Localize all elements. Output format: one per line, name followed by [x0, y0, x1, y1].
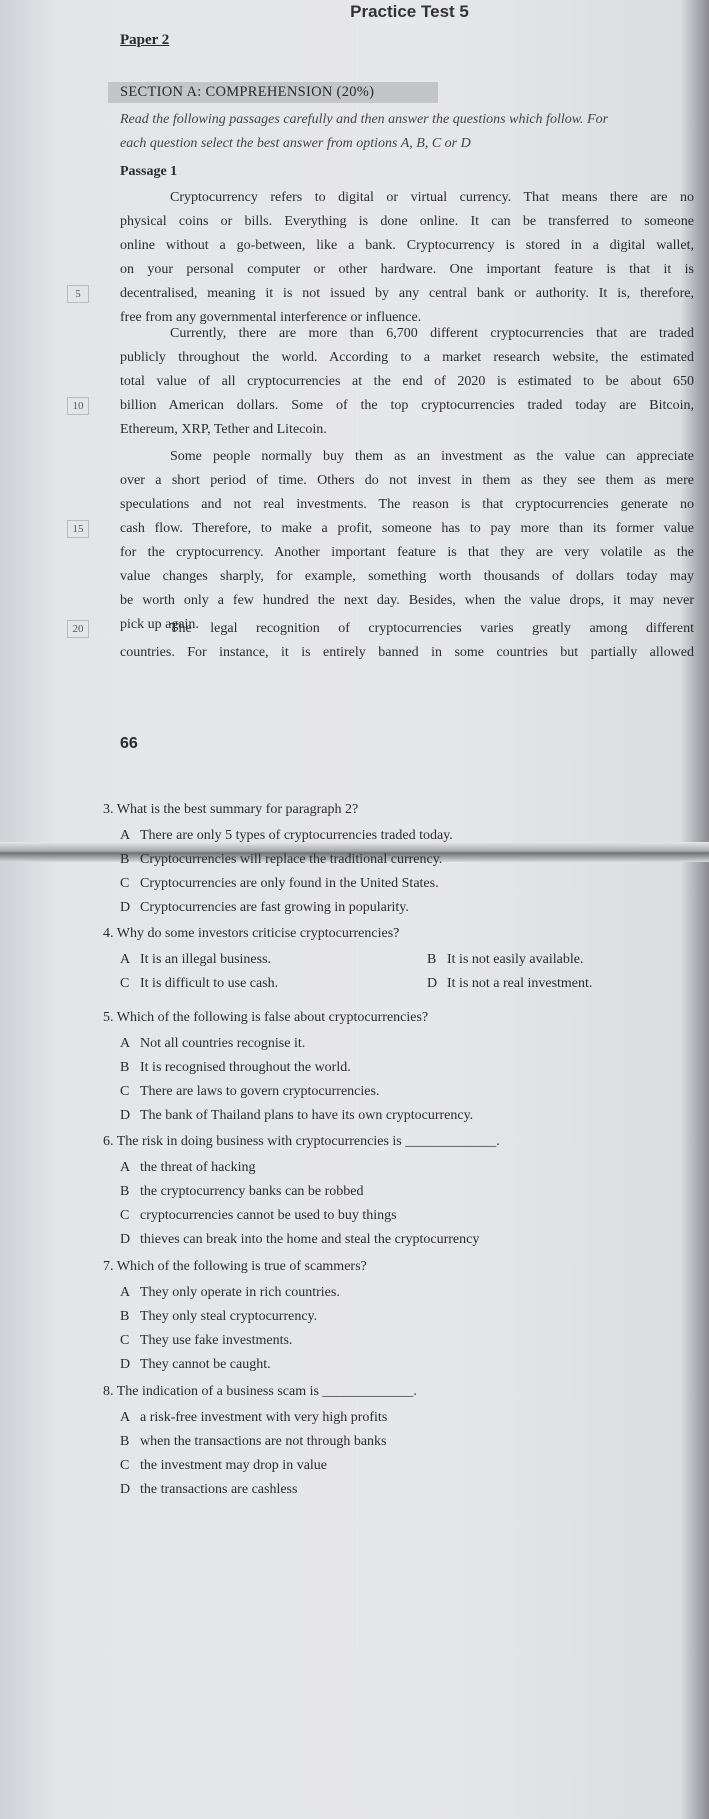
answer-option[interactable] — [103, 1204, 500, 1228]
option-letter: C — [120, 876, 130, 891]
option-text: Cryptocurrencies are fast growing in popularity. — [140, 900, 409, 915]
answer-option[interactable] — [103, 1180, 500, 1204]
option-letter: A — [120, 952, 131, 967]
page-title: Practice Test 5 — [350, 2, 469, 21]
answer-option[interactable] — [103, 1156, 500, 1180]
option-letter: D — [120, 1232, 131, 1247]
question-5 — [103, 1006, 473, 1128]
answer-option[interactable] — [103, 1454, 417, 1478]
option-text: the threat of hacking — [140, 1160, 256, 1175]
passage-line: over a short period of time. Others do not invest in them as they see them as mere — [120, 473, 694, 488]
option-letter: B — [120, 1060, 130, 1075]
option-text: There are laws to govern cryptocurrencies. — [140, 1084, 380, 1099]
answer-option[interactable] — [103, 1032, 473, 1056]
option-letter: B — [120, 1434, 130, 1449]
paragraph-2 — [72, 322, 694, 442]
question-3 — [103, 798, 453, 920]
passage-line: billion American dollars. Some of the top cryptocurrencies traded today are Bitcoin, — [120, 398, 694, 413]
answer-option[interactable] — [103, 1104, 473, 1128]
option-letter: D — [427, 976, 438, 991]
option-letter: A — [120, 1036, 131, 1051]
answer-option[interactable] — [103, 1305, 367, 1329]
section-heading: SECTION A: COMPREHENSION (20%) — [108, 82, 438, 103]
passage-line: publicly throughout the world. According to a market research website, the estimated — [120, 350, 694, 365]
option-text: They cannot be caught. — [140, 1357, 271, 1372]
line-number: 10 — [67, 397, 89, 415]
option-text: It is an illegal business. — [140, 952, 272, 967]
question-stem: 6. The risk in doing business with cryptocurrencies is _____________. — [103, 1134, 500, 1149]
option-text: The bank of Thailand plans to have its own cryptocurrency. — [140, 1108, 474, 1123]
question-7 — [103, 1255, 367, 1377]
passage-line: Ethereum, XRP, Tether and Litecoin. — [120, 422, 327, 437]
option-letter: B — [120, 1309, 130, 1324]
option-letter: B — [120, 852, 130, 867]
line-number: 5 — [67, 285, 89, 303]
passage-line: decentralised, meaning it is not issued by any central bank or authority. It is, therefore, — [120, 286, 694, 301]
option-letter: B — [120, 1184, 130, 1199]
instructions — [120, 108, 608, 156]
option-letter: C — [120, 976, 130, 991]
passage-line: speculations and not real investments. The reason is that cryptocurrencies generate no — [120, 497, 694, 512]
answer-option[interactable] — [103, 948, 410, 972]
answer-option[interactable] — [103, 1056, 473, 1080]
option-text: when the transactions are not through banks — [140, 1434, 387, 1449]
answer-option[interactable] — [103, 1329, 367, 1353]
option-text: Cryptocurrencies will replace the traditional currency. — [140, 852, 443, 867]
option-text: a risk-free investment with very high profits — [140, 1410, 388, 1425]
option-letter: A — [120, 828, 131, 843]
question-stem: 4. Why do some investors criticise cryptocurrencies? — [103, 926, 400, 941]
option-text: It is not a real investment. — [447, 976, 593, 991]
passage-line: free from any governmental interference or influence. — [120, 310, 422, 325]
passage-line: for the cryptocurrency. Another important feature is that they are very volatile as the — [120, 545, 694, 560]
passage-line: value changes sharply, for example, something worth thousands of dollars today may — [120, 569, 694, 584]
option-letter: C — [120, 1208, 130, 1223]
option-letter: A — [120, 1410, 131, 1425]
passage-heading: Passage 1 — [120, 164, 178, 179]
question-6 — [103, 1130, 500, 1252]
option-text: Cryptocurrencies are only found in the United States. — [140, 876, 439, 891]
option-letter: B — [427, 952, 437, 967]
option-text: They use fake investments. — [140, 1333, 293, 1348]
question-stem: 5. Which of the following is false about cryptocurrencies? — [103, 1010, 429, 1025]
option-text: the cryptocurrency banks can be robbed — [140, 1184, 364, 1199]
passage-line: Cryptocurrency refers to digital or virtual currency. That means there are no — [170, 190, 694, 205]
passage-line: cash flow. Therefore, to make a profit, someone has to pay more than its former value — [120, 521, 694, 536]
option-text: Not all countries recognise it. — [140, 1036, 306, 1051]
paragraph-1 — [75, 186, 694, 330]
option-text: the transactions are cashless — [140, 1482, 298, 1497]
option-text: It is recognised throughout the world. — [140, 1060, 351, 1075]
option-letter: C — [120, 1458, 130, 1473]
page-number: 66 — [120, 735, 138, 752]
option-letter: C — [120, 1084, 130, 1099]
question-4 — [103, 922, 709, 996]
option-text: They only operate in rich countries. — [140, 1285, 340, 1300]
option-text: cryptocurrencies cannot be used to buy things — [140, 1208, 397, 1223]
answer-option[interactable] — [103, 1353, 367, 1377]
passage-line: online without a go-between, like a bank. Cryptocurrency is stored in a digital wallet, — [120, 238, 694, 253]
option-text: thieves can break into the home and steal the cryptocurrency — [140, 1232, 480, 1247]
option-letter: C — [120, 1333, 130, 1348]
passage-line: total value of all cryptocurrencies at the end of 2020 is estimated to be about 650 — [120, 374, 694, 389]
passage-line: Some people normally buy them as an investment as the value can appreciate — [170, 449, 694, 464]
passage-line: Currently, there are more than 6,700 different cryptocurrencies that are traded — [170, 326, 694, 341]
option-row — [103, 948, 709, 972]
option-letter: A — [120, 1285, 131, 1300]
option-text: It is difficult to use cash. — [140, 976, 279, 991]
line-number: 20 — [67, 620, 89, 638]
passage-line: on your personal computer or other hardware. One important feature is that it is — [120, 262, 694, 277]
line-number: 15 — [67, 520, 89, 538]
paragraph-4 — [72, 617, 694, 665]
passage-line: pick up again. — [120, 617, 199, 632]
answer-option[interactable] — [103, 1228, 500, 1252]
option-text: They only steal cryptocurrency. — [140, 1309, 318, 1324]
option-letter: D — [120, 1357, 131, 1372]
instruction-line: each question select the best answer from options A, B, C or D — [120, 136, 471, 151]
answer-option[interactable] — [410, 972, 709, 996]
answer-option[interactable] — [410, 948, 709, 972]
passage-line: The legal recognition of cryptocurrencies varies greatly among different — [170, 621, 694, 636]
passage-line: countries. For instance, it is entirely banned in some countries but partially allowed — [120, 645, 694, 660]
passage-line: physical coins or bills. Everything is done online. It can be transferred to someone — [120, 214, 694, 229]
answer-option[interactable] — [103, 848, 453, 872]
option-letter: D — [120, 1482, 131, 1497]
answer-option[interactable] — [103, 972, 410, 996]
answer-option[interactable] — [103, 1430, 417, 1454]
option-text: the investment may drop in value — [140, 1458, 328, 1473]
passage-line: be worth only a few hundred the next day. Besides, when the value drops, it may never — [120, 593, 694, 608]
option-text: It is not easily available. — [447, 952, 584, 967]
answer-option[interactable] — [103, 1080, 473, 1104]
question-8 — [103, 1380, 417, 1502]
answer-option[interactable] — [103, 1281, 367, 1305]
option-letter: D — [120, 900, 131, 915]
option-letter: A — [120, 1160, 131, 1175]
question-stem: 7. Which of the following is true of scammers? — [103, 1259, 367, 1274]
option-text: There are only 5 types of cryptocurrencies traded today. — [140, 828, 453, 843]
answer-option[interactable] — [103, 872, 453, 896]
question-stem: 8. The indication of a business scam is _____________. — [103, 1384, 417, 1399]
answer-option[interactable] — [103, 896, 453, 920]
option-letter: D — [120, 1108, 131, 1123]
question-stem: 3. What is the best summary for paragraph 2? — [103, 802, 359, 817]
paper-label: Paper 2 — [120, 32, 170, 48]
answer-option[interactable] — [103, 824, 453, 848]
answer-option[interactable] — [103, 1406, 417, 1430]
option-row — [103, 972, 709, 996]
instruction-line: Read the following passages carefully and then answer the questions which follow. For — [120, 112, 609, 127]
answer-option[interactable] — [103, 1478, 417, 1502]
